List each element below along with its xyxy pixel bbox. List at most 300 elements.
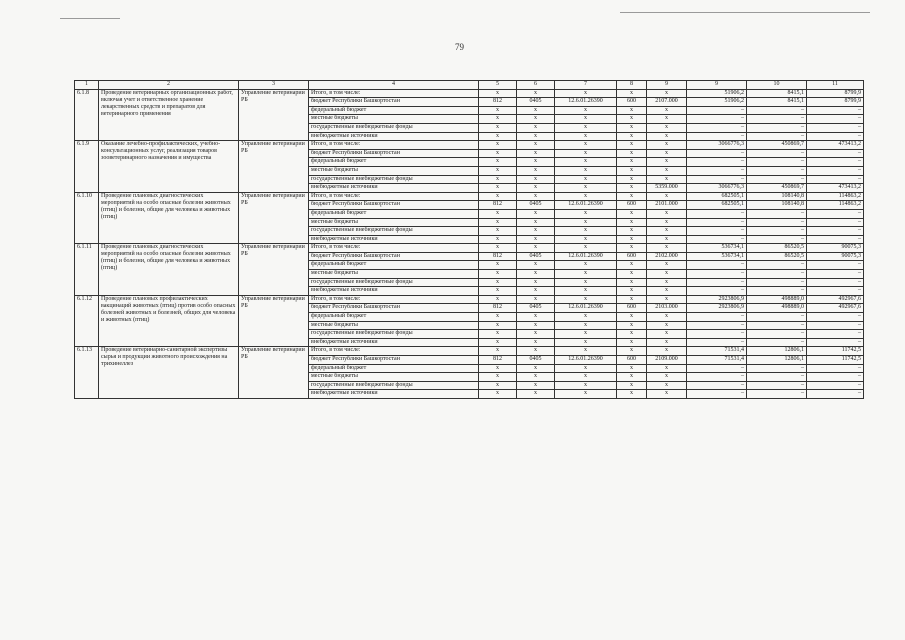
amount-cell: – — [747, 278, 807, 287]
funding-source: федеральный бюджет — [309, 364, 479, 373]
amount-cell: – — [747, 149, 807, 158]
amount-cell: – — [807, 227, 864, 236]
amount-cell: 86520,5 — [747, 244, 807, 253]
code-cell: x — [479, 132, 517, 141]
code-cell: x — [517, 218, 555, 227]
code-cell: x — [647, 218, 687, 227]
code-cell: x — [555, 390, 617, 399]
amount-cell: 11742,5 — [807, 347, 864, 356]
code-cell: x — [555, 141, 617, 150]
code-cell: x — [555, 227, 617, 236]
code-cell: x — [555, 218, 617, 227]
code-cell: x — [479, 141, 517, 150]
amount-cell: – — [747, 115, 807, 124]
code-cell: x — [479, 227, 517, 236]
amount-cell: – — [807, 218, 864, 227]
funding-source: бюджет Республики Башкортостан — [309, 149, 479, 158]
code-cell: x — [555, 321, 617, 330]
amount-cell: – — [747, 175, 807, 184]
column-number: 9 — [687, 81, 747, 90]
code-cell: 0405 — [517, 252, 555, 261]
code-cell: x — [617, 175, 647, 184]
amount-cell: – — [807, 287, 864, 296]
code-cell: x — [647, 330, 687, 339]
item-executor: Управление ветеринарии РБ — [239, 192, 309, 244]
amount-cell: 12806,1 — [747, 356, 807, 365]
code-cell: x — [617, 209, 647, 218]
column-number-row — [75, 81, 864, 90]
code-cell: x — [555, 270, 617, 279]
amount-cell: 492967,6 — [807, 304, 864, 313]
amount-cell: 473413,2 — [807, 184, 864, 193]
code-cell: 0405 — [517, 98, 555, 107]
scan-edge-line — [620, 12, 870, 13]
funding-source: государственные внебюджетные фонды — [309, 278, 479, 287]
code-cell: x — [479, 330, 517, 339]
code-cell: x — [617, 235, 647, 244]
amount-cell: – — [687, 115, 747, 124]
code-cell: x — [617, 321, 647, 330]
code-cell: x — [517, 149, 555, 158]
code-cell: x — [517, 184, 555, 193]
amount-cell: – — [687, 158, 747, 167]
amount-cell: – — [747, 390, 807, 399]
code-cell: x — [517, 175, 555, 184]
amount-cell: – — [747, 373, 807, 382]
code-cell: x — [517, 261, 555, 270]
scan-edge-line — [60, 18, 120, 19]
amount-cell: – — [747, 313, 807, 322]
code-cell: x — [479, 364, 517, 373]
amount-cell: 90075,3 — [807, 244, 864, 253]
item-number: 6.1.9 — [75, 141, 99, 193]
code-cell: x — [617, 141, 647, 150]
code-cell: x — [517, 123, 555, 132]
item-title: Проведение ветеринарно-санитарной экспертизы сырья и продукции животного происхождения на трихинеллез — [99, 347, 239, 399]
column-number: 8 — [617, 81, 647, 90]
amount-cell: 536734,1 — [687, 244, 747, 253]
amount-cell: 108140,8 — [747, 192, 807, 201]
funding-source: внебюджетные источники — [309, 235, 479, 244]
item-number: 6.1.11 — [75, 244, 99, 296]
code-cell: x — [517, 244, 555, 253]
amount-cell: 11742,5 — [807, 356, 864, 365]
code-cell: x — [647, 321, 687, 330]
code-cell: x — [617, 123, 647, 132]
amount-cell: – — [747, 270, 807, 279]
amount-cell: – — [687, 338, 747, 347]
code-cell: x — [517, 235, 555, 244]
amount-cell: – — [747, 158, 807, 167]
code-cell: x — [479, 287, 517, 296]
item-title: Проведение плановых профилактических вакцинаций животных (птиц) против особо опасных болезней животных и болезней, общих для человека и животных (птиц) — [99, 295, 239, 347]
code-cell: x — [617, 313, 647, 322]
table-row — [75, 89, 864, 98]
code-cell: x — [647, 175, 687, 184]
funding-source: Итого, в том числе: — [309, 89, 479, 98]
amount-cell: – — [807, 261, 864, 270]
amount-cell: – — [687, 106, 747, 115]
funding-source: местные бюджеты — [309, 166, 479, 175]
code-cell: x — [555, 235, 617, 244]
code-cell: x — [479, 235, 517, 244]
funding-source: федеральный бюджет — [309, 158, 479, 167]
code-cell: x — [517, 287, 555, 296]
amount-cell: 498889,0 — [747, 295, 807, 304]
code-cell: 2102.000 — [647, 252, 687, 261]
amount-cell: – — [807, 321, 864, 330]
amount-cell: 8415,1 — [747, 89, 807, 98]
code-cell: 0405 — [517, 304, 555, 313]
code-cell: x — [647, 295, 687, 304]
amount-cell: – — [687, 278, 747, 287]
item-number: 6.1.8 — [75, 89, 99, 141]
amount-cell: – — [747, 338, 807, 347]
amount-cell: – — [687, 373, 747, 382]
funding-source: Итого, в том числе: — [309, 192, 479, 201]
amount-cell: 12806,1 — [747, 347, 807, 356]
code-cell: x — [647, 261, 687, 270]
code-cell: x — [617, 270, 647, 279]
code-cell: x — [555, 347, 617, 356]
amount-cell: 536734,1 — [687, 252, 747, 261]
code-cell: x — [555, 287, 617, 296]
item-executor: Управление ветеринарии РБ — [239, 141, 309, 193]
amount-cell: – — [807, 132, 864, 141]
amount-cell: – — [747, 209, 807, 218]
code-cell: x — [479, 158, 517, 167]
code-cell: x — [479, 209, 517, 218]
code-cell: x — [555, 166, 617, 175]
code-cell: 2101.000 — [647, 201, 687, 210]
funding-source: Итого, в том числе: — [309, 347, 479, 356]
code-cell: x — [617, 244, 647, 253]
amount-cell: 8415,1 — [747, 98, 807, 107]
amount-cell: – — [687, 175, 747, 184]
amount-cell: 108140,8 — [747, 201, 807, 210]
item-title: Оказание лечебно-профилактических, учебно-консультационных услуг, реализация товаров зоoветеринарного назначения и имущества — [99, 141, 239, 193]
code-cell: x — [517, 313, 555, 322]
code-cell: x — [555, 244, 617, 253]
amount-cell: – — [687, 227, 747, 236]
amount-cell: 682505,1 — [687, 192, 747, 201]
code-cell: x — [647, 123, 687, 132]
table-row — [75, 244, 864, 253]
code-cell: x — [479, 270, 517, 279]
code-cell: x — [555, 175, 617, 184]
funding-source: местные бюджеты — [309, 270, 479, 279]
amount-cell: – — [687, 287, 747, 296]
amount-cell: – — [807, 175, 864, 184]
code-cell: x — [647, 132, 687, 141]
code-cell: x — [517, 158, 555, 167]
amount-cell: – — [687, 235, 747, 244]
code-cell: x — [517, 166, 555, 175]
amount-cell: – — [747, 132, 807, 141]
code-cell: x — [617, 115, 647, 124]
code-cell: x — [647, 209, 687, 218]
code-cell: x — [479, 278, 517, 287]
column-number: 6 — [517, 81, 555, 90]
amount-cell: – — [807, 209, 864, 218]
code-cell: x — [617, 192, 647, 201]
amount-cell: – — [747, 287, 807, 296]
amount-cell: – — [807, 149, 864, 158]
amount-cell: – — [807, 390, 864, 399]
column-number: 4 — [309, 81, 479, 90]
code-cell: 12.6.01.26390 — [555, 252, 617, 261]
code-cell: x — [617, 261, 647, 270]
column-number: 3 — [239, 81, 309, 90]
code-cell: x — [479, 244, 517, 253]
code-cell: 2109.000 — [647, 356, 687, 365]
amount-cell: – — [687, 209, 747, 218]
amount-cell: 51906,2 — [687, 98, 747, 107]
code-cell: x — [479, 149, 517, 158]
code-cell: x — [555, 261, 617, 270]
code-cell: x — [479, 166, 517, 175]
code-cell: x — [647, 244, 687, 253]
code-cell: x — [617, 373, 647, 382]
amount-cell: – — [807, 373, 864, 382]
funding-source: государственные внебюджетные фонды — [309, 123, 479, 132]
code-cell: x — [647, 390, 687, 399]
code-cell: x — [617, 149, 647, 158]
amount-cell: 8799,9 — [807, 89, 864, 98]
amount-cell: – — [807, 330, 864, 339]
code-cell: x — [647, 347, 687, 356]
code-cell: x — [479, 373, 517, 382]
column-number: 9 — [647, 81, 687, 90]
amount-cell: – — [807, 313, 864, 322]
code-cell: 600 — [617, 356, 647, 365]
code-cell: x — [647, 89, 687, 98]
code-cell: x — [517, 141, 555, 150]
amount-cell: – — [747, 106, 807, 115]
funding-source: местные бюджеты — [309, 321, 479, 330]
code-cell: x — [517, 209, 555, 218]
funding-source: государственные внебюджетные фонды — [309, 227, 479, 236]
code-cell: x — [617, 295, 647, 304]
code-cell: x — [479, 381, 517, 390]
code-cell: x — [555, 364, 617, 373]
column-number: 5 — [479, 81, 517, 90]
code-cell: x — [555, 295, 617, 304]
amount-cell: – — [807, 364, 864, 373]
amount-cell: – — [687, 381, 747, 390]
code-cell: x — [617, 166, 647, 175]
code-cell: x — [517, 106, 555, 115]
funding-source: внебюджетные источники — [309, 287, 479, 296]
code-cell: x — [647, 235, 687, 244]
funding-source: внебюджетные источники — [309, 184, 479, 193]
code-cell: 12.6.01.26390 — [555, 304, 617, 313]
code-cell: x — [479, 321, 517, 330]
code-cell: x — [617, 381, 647, 390]
amount-cell: – — [687, 330, 747, 339]
item-title: Проведение плановых диагностических мероприятий на особо опасные болезни животных (птиц) и болезни, общие для человека и животных (птиц) — [99, 192, 239, 244]
code-cell: x — [647, 141, 687, 150]
amount-cell: – — [747, 261, 807, 270]
item-executor: Управление ветеринарии РБ — [239, 347, 309, 399]
code-cell: x — [517, 115, 555, 124]
amount-cell: 682505,1 — [687, 201, 747, 210]
code-cell: x — [517, 338, 555, 347]
funding-source: бюджет Республики Башкортостан — [309, 201, 479, 210]
amount-cell: – — [687, 321, 747, 330]
code-cell: x — [479, 347, 517, 356]
code-cell: 12.6.01.26390 — [555, 201, 617, 210]
code-cell: x — [617, 364, 647, 373]
funding-source: местные бюджеты — [309, 218, 479, 227]
page-number: 79 — [455, 42, 464, 52]
code-cell: x — [647, 106, 687, 115]
code-cell: 600 — [617, 304, 647, 313]
code-cell: x — [647, 166, 687, 175]
amount-cell: 71531,4 — [687, 347, 747, 356]
budget-table — [74, 80, 864, 399]
code-cell: x — [555, 330, 617, 339]
code-cell: x — [517, 227, 555, 236]
code-cell: x — [647, 287, 687, 296]
code-cell: x — [617, 287, 647, 296]
code-cell: x — [517, 364, 555, 373]
code-cell: x — [647, 338, 687, 347]
amount-cell: – — [807, 270, 864, 279]
amount-cell: – — [687, 390, 747, 399]
amount-cell: 51906,2 — [687, 89, 747, 98]
funding-source: федеральный бюджет — [309, 261, 479, 270]
code-cell: 812 — [479, 356, 517, 365]
amount-cell: 2923806,9 — [687, 304, 747, 313]
code-cell: x — [647, 115, 687, 124]
code-cell: x — [647, 192, 687, 201]
funding-source: Итого, в том числе: — [309, 295, 479, 304]
funding-source: государственные внебюджетные фонды — [309, 175, 479, 184]
amount-cell: 450869,7 — [747, 184, 807, 193]
code-cell: x — [555, 149, 617, 158]
code-cell: x — [479, 106, 517, 115]
table-row — [75, 192, 864, 201]
table-row — [75, 141, 864, 150]
code-cell: x — [555, 381, 617, 390]
code-cell: 2103.000 — [647, 304, 687, 313]
code-cell: x — [517, 390, 555, 399]
amount-cell: – — [807, 106, 864, 115]
code-cell: x — [647, 313, 687, 322]
amount-cell: – — [747, 166, 807, 175]
item-executor: Управление ветеринарии РБ — [239, 295, 309, 347]
amount-cell: – — [807, 278, 864, 287]
column-number: 11 — [807, 81, 864, 90]
code-cell: x — [647, 227, 687, 236]
code-cell: 600 — [617, 98, 647, 107]
code-cell: x — [517, 89, 555, 98]
amount-cell: – — [807, 158, 864, 167]
code-cell: x — [617, 106, 647, 115]
code-cell: x — [555, 158, 617, 167]
code-cell: x — [647, 278, 687, 287]
amount-cell: – — [747, 330, 807, 339]
amount-cell: 114863,2 — [807, 192, 864, 201]
code-cell: x — [555, 115, 617, 124]
code-cell: x — [555, 313, 617, 322]
item-executor: Управление ветеринарии РБ — [239, 89, 309, 141]
column-number: 7 — [555, 81, 617, 90]
amount-cell: 114863,2 — [807, 201, 864, 210]
code-cell: x — [479, 338, 517, 347]
funding-source: федеральный бюджет — [309, 313, 479, 322]
amount-cell: 498889,0 — [747, 304, 807, 313]
funding-source: местные бюджеты — [309, 115, 479, 124]
code-cell: x — [517, 330, 555, 339]
code-cell: x — [647, 158, 687, 167]
code-cell: x — [555, 184, 617, 193]
item-title: Проведение ветеринарных организационных работ, включая учет и ответственное хранение лекарственных средств и препаратов для ветеринарного применения — [99, 89, 239, 141]
code-cell: x — [617, 218, 647, 227]
code-cell: x — [617, 89, 647, 98]
code-cell: x — [479, 89, 517, 98]
funding-source: бюджет Республики Башкортостан — [309, 98, 479, 107]
code-cell: x — [479, 192, 517, 201]
amount-cell: 2923806,9 — [687, 295, 747, 304]
amount-cell: – — [807, 235, 864, 244]
amount-cell: – — [807, 166, 864, 175]
item-executor: Управление ветеринарии РБ — [239, 244, 309, 296]
amount-cell: 473413,2 — [807, 141, 864, 150]
code-cell: x — [617, 347, 647, 356]
amount-cell: – — [747, 227, 807, 236]
code-cell: x — [479, 175, 517, 184]
code-cell: x — [479, 313, 517, 322]
amount-cell: – — [747, 364, 807, 373]
code-cell: x — [479, 390, 517, 399]
code-cell: 12.6.01.26390 — [555, 356, 617, 365]
code-cell: x — [617, 184, 647, 193]
funding-source: внебюджетные источники — [309, 390, 479, 399]
code-cell: x — [517, 347, 555, 356]
column-number: 2 — [99, 81, 239, 90]
funding-source: внебюджетные источники — [309, 132, 479, 141]
code-cell: x — [479, 218, 517, 227]
funding-source: бюджет Республики Башкортостан — [309, 356, 479, 365]
table-row — [75, 347, 864, 356]
item-number: 6.1.12 — [75, 295, 99, 347]
funding-source: Итого, в том числе: — [309, 141, 479, 150]
table-row — [75, 295, 864, 304]
funding-source: федеральный бюджет — [309, 209, 479, 218]
code-cell: x — [617, 132, 647, 141]
funding-source: Итого, в том числе: — [309, 244, 479, 253]
amount-cell: 492967,6 — [807, 295, 864, 304]
amount-cell: 3066776,3 — [687, 184, 747, 193]
funding-source: внебюджетные источники — [309, 338, 479, 347]
amount-cell: 86520,5 — [747, 252, 807, 261]
code-cell: x — [647, 270, 687, 279]
code-cell: x — [555, 278, 617, 287]
amount-cell: – — [807, 381, 864, 390]
code-cell: 600 — [617, 252, 647, 261]
amount-cell: – — [687, 270, 747, 279]
code-cell: 812 — [479, 98, 517, 107]
funding-source: государственные внебюджетные фонды — [309, 330, 479, 339]
code-cell: x — [647, 373, 687, 382]
code-cell: x — [617, 158, 647, 167]
amount-cell: 90075,3 — [807, 252, 864, 261]
code-cell: x — [555, 209, 617, 218]
code-cell: x — [617, 330, 647, 339]
amount-cell: – — [687, 132, 747, 141]
